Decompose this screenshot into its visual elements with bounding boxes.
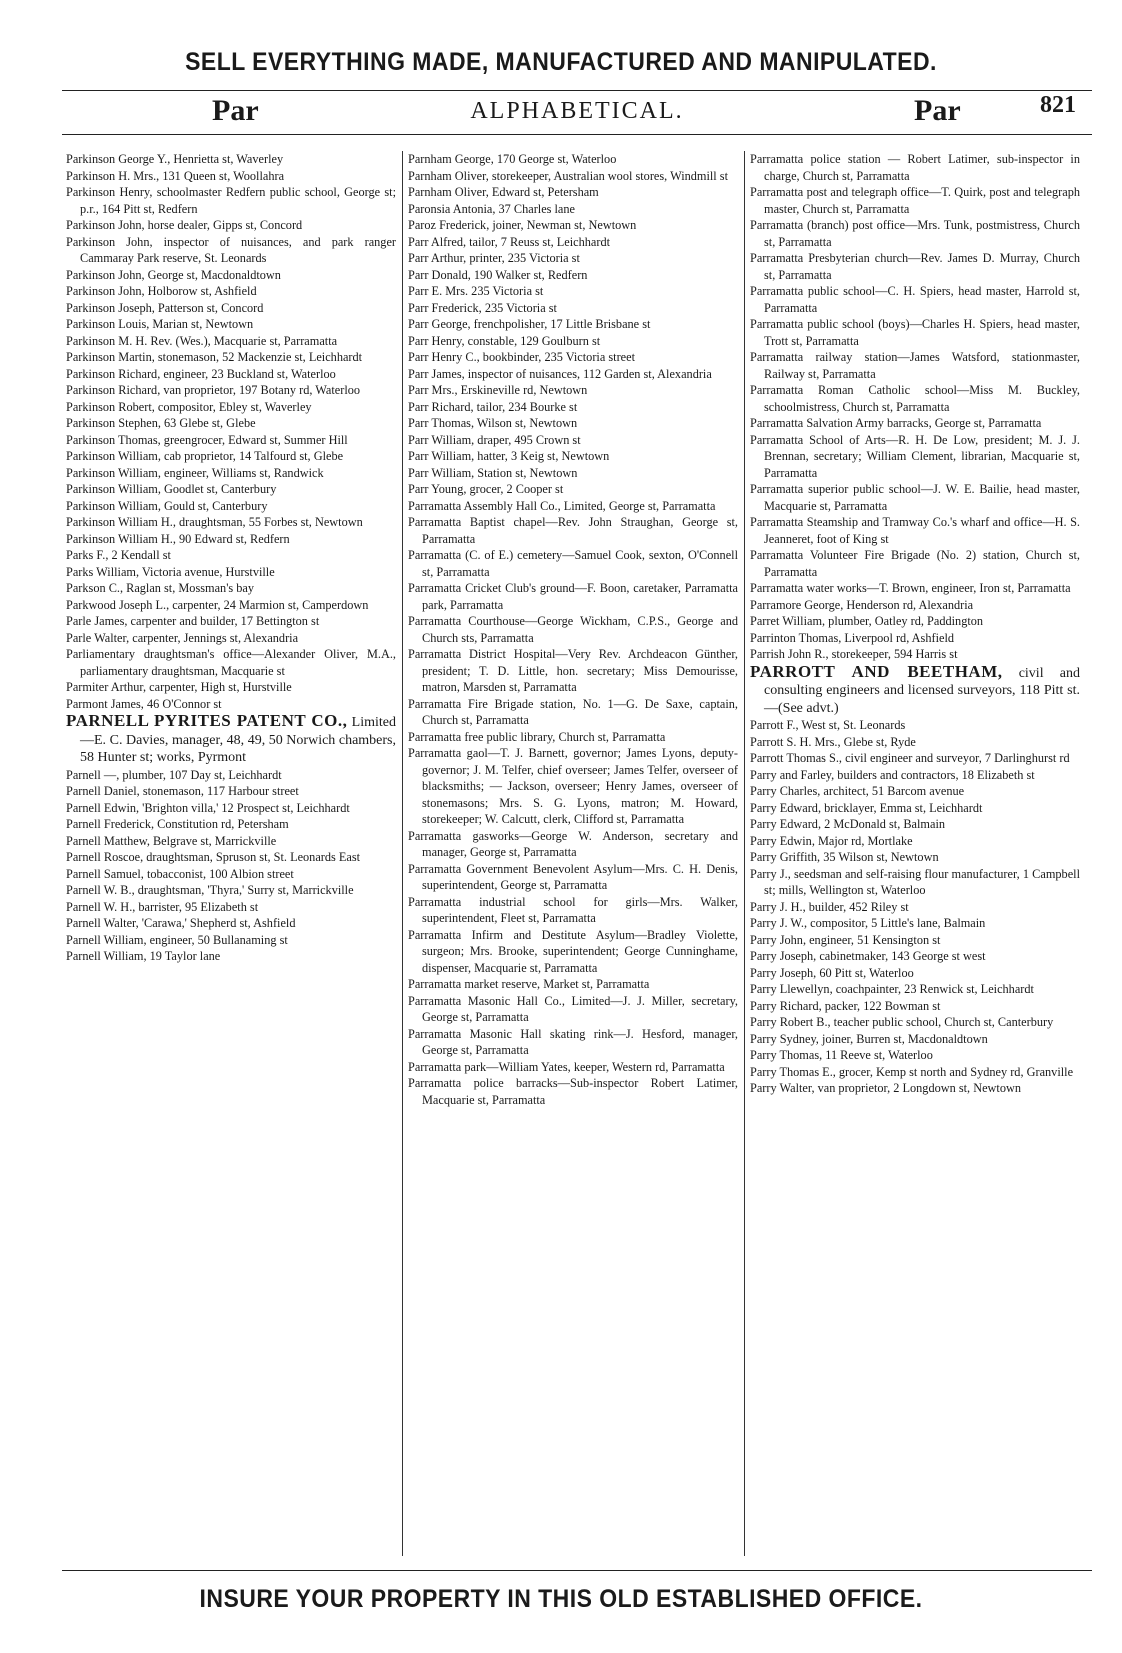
directory-entry xyxy=(408,894,738,927)
directory-entry xyxy=(408,828,738,861)
directory-entry xyxy=(66,630,396,647)
entry-text: Parnell —, plumber, 107 Day st, Leichhardt xyxy=(66,767,282,782)
entry-text: Parry Edward, bricklayer, Emma st, Leichhardt xyxy=(750,800,983,815)
directory-entry xyxy=(750,250,1080,283)
entry-text: Parramatta Assembly Hall Co., Limited, George st, Parramatta xyxy=(408,498,716,513)
entry-text: Parramatta water works—T. Brown, engineer, Iron st, Parramatta xyxy=(750,581,1071,595)
entry-text: Parnell Edwin, 'Brighton villa,' 12 Prospect st, Leichhardt xyxy=(66,800,350,815)
directory-entry xyxy=(66,366,396,383)
directory-entry xyxy=(408,729,738,746)
directory-entry xyxy=(750,184,1080,217)
directory-entry xyxy=(408,580,738,613)
directory-entry xyxy=(66,899,396,916)
directory-entry xyxy=(408,432,738,449)
directory-entry xyxy=(750,151,1080,184)
directory-entry xyxy=(66,679,396,696)
entry-text: Parr Alfred, tailor, 7 Reuss st, Leichhardt xyxy=(408,234,611,249)
entry-text: Parkinson William, Goodlet st, Canterbury xyxy=(66,482,277,496)
directory-entry xyxy=(66,646,396,679)
directory-entry xyxy=(408,861,738,894)
entry-text: Parramatta railway station—James Watsford, stationmaster, Railway st, Parramatta xyxy=(750,350,1080,381)
directory-entry xyxy=(750,1047,1080,1064)
directory-entry xyxy=(408,234,738,251)
directory-entry xyxy=(66,696,396,713)
directory-entry xyxy=(66,866,396,883)
entry-text: Parramatta market reserve, Market st, Parramatta xyxy=(408,977,650,991)
entry-text: Parramatta police barracks—Sub-inspector Robert Latimer, Macquarie st, Parramatta xyxy=(408,1076,738,1107)
directory-entry xyxy=(408,927,738,977)
column-divider xyxy=(744,151,745,1556)
entry-text: Parnell W. B., draughtsman, 'Thyra,' Surry st, Marrickville xyxy=(66,883,354,897)
directory-entry xyxy=(750,734,1080,751)
directory-entry xyxy=(408,168,738,185)
entry-text: Parramatta Courthouse—George Wickham, C.P.S., George and Church sts, Parramatta xyxy=(408,614,738,645)
directory-entry xyxy=(750,866,1080,899)
entry-text: Parry J., seedsman and self-raising flour manufacturer, 1 Campbell st; mills, Wellington st, Waterloo xyxy=(750,866,1080,897)
directory-entry xyxy=(408,514,738,547)
directory-entry xyxy=(66,283,396,300)
directory-entry xyxy=(66,448,396,465)
directory-entry xyxy=(408,646,738,696)
entry-text: Parkinson Louis, Marian st, Newtown xyxy=(66,317,254,331)
directory-entry xyxy=(750,415,1080,432)
entry-text: Paroz Frederick, joiner, Newman st, Newtown xyxy=(408,218,637,232)
entry-text: Parramatta gaol—T. J. Barnett, governor; James Lyons, deputy-governor; J. M. Telfer, chief overseer; James Telfer, overseer of blacksmiths; — Jackson, overseer; Henry James, overseer of stonemasons; Mrs. S. G. Lyons, matron; M. Howard, storekeeper; W. Calcutt, clerk, Clifford st, Parramatta xyxy=(408,746,738,826)
bottom-banner: INSURE YOUR PROPERTY IN THIS OLD ESTABLISHED OFFICE. xyxy=(199,1585,923,1613)
directory-entry xyxy=(750,998,1080,1015)
entry-text: Parret William, plumber, Oatley rd, Paddington xyxy=(750,614,984,628)
entry-text: Parry John, engineer, 51 Kensington st xyxy=(750,932,941,947)
entry-text: Parrish John R., storekeeper, 594 Harris st xyxy=(750,647,958,661)
directory-entry xyxy=(408,184,738,201)
entry-text: Parramatta park—William Yates, keeper, Western rd, Parramatta xyxy=(408,1059,725,1074)
entry-firm-name: PARROTT AND BEETHAM, xyxy=(750,661,1003,681)
entry-firm-name: PARNELL PYRITES PATENT CO., xyxy=(66,711,348,730)
entry-text: Parramatta industrial school for girls—Mrs. Walker, superintendent, Fleet st, Parramatta xyxy=(408,894,738,925)
entry-text: Parramatta Cricket Club's ground—F. Boon, caretaker, Parramatta park, Parramatta xyxy=(408,581,738,612)
directory-entry xyxy=(408,976,738,993)
directory-entry xyxy=(408,498,738,515)
entry-text: Parrott S. H. Mrs., Glebe st, Ryde xyxy=(750,734,916,749)
directory-entry xyxy=(408,382,738,399)
directory-entry xyxy=(408,448,738,465)
entry-text: Parry Edward, 2 McDonald st, Balmain xyxy=(750,817,946,831)
entry-text: Parry Walter, van proprietor, 2 Longdown st, Newtown xyxy=(750,1081,1022,1095)
entry-text: Parkinson John, Holborow st, Ashfield xyxy=(66,284,257,298)
entry-text: Parrott F., West st, St. Leonards xyxy=(750,718,906,732)
entry-text: Parramatta (branch) post office—Mrs. Tunk, postmistress, Church st, Parramatta xyxy=(750,218,1080,249)
entry-text: Parnell William, engineer, 50 Bullanaming st xyxy=(66,932,288,947)
entry-text: Parks William, Victoria avenue, Hurstville xyxy=(66,564,275,579)
entry-text: Parr William, Station st, Newtown xyxy=(408,465,578,480)
directory-entry xyxy=(750,915,1080,932)
entry-text: Parramatta (C. of E.) cemetery—Samuel Cook, sexton, O'Connell st, Parramatta xyxy=(408,548,738,579)
directory-entry xyxy=(408,217,738,234)
entry-text: Parramatta post and telegraph office—T. Quirk, post and telegraph master, Church st, Parramatta xyxy=(750,185,1080,216)
entry-text: Parr William, draper, 495 Crown st xyxy=(408,432,581,447)
directory-entry xyxy=(66,217,396,234)
entry-text: Parr William, hatter, 3 Keig st, Newtown xyxy=(408,449,610,463)
entry-text: Parry Richard, packer, 122 Bowman st xyxy=(750,998,941,1013)
directory-entry xyxy=(408,613,738,646)
entry-text: Parkwood Joseph L., carpenter, 24 Marmion st, Camperdown xyxy=(66,597,369,612)
entry-text: Parle James, carpenter and builder, 17 Bettington st xyxy=(66,614,320,628)
entry-text: Parry Robert B., teacher public school, Church st, Canterbury xyxy=(750,1015,1054,1029)
entry-text: Parry and Farley, builders and contractors, 18 Elizabeth st xyxy=(750,767,1035,782)
entry-text: Parmont James, 46 O'Connor st xyxy=(66,696,222,711)
directory-entry xyxy=(750,382,1080,415)
directory-entry xyxy=(750,800,1080,817)
entry-text: Parkinson H. Mrs., 131 Queen st, Woollahra xyxy=(66,168,285,183)
entry-text: Parramatta Baptist chapel—Rev. John Straughan, George st, Parramatta xyxy=(408,515,738,546)
entry-text: Parnell Matthew, Belgrave st, Marrickville xyxy=(66,833,277,848)
directory-entry xyxy=(408,349,738,366)
directory-entry xyxy=(408,465,738,482)
entry-text: Limited—E. C. Davies, manager, 48, 49, 50 Norwich chambers, 58 Hunter st; works, Pyrmont xyxy=(80,715,396,765)
entry-text: Parry Charles, architect, 51 Barcom avenue xyxy=(750,784,965,798)
directory-entry xyxy=(66,234,396,267)
entry-text: Parnell William, 19 Taylor lane xyxy=(66,949,221,963)
directory-entry xyxy=(408,399,738,416)
entry-text: Parr Young, grocer, 2 Cooper st xyxy=(408,482,564,496)
directory-entry xyxy=(66,712,396,767)
entry-text: Parkinson Richard, engineer, 23 Buckland st, Waterloo xyxy=(66,366,336,381)
directory-entry xyxy=(750,316,1080,349)
entry-text: Parkinson William, engineer, Williams st, Randwick xyxy=(66,465,324,480)
entry-text: Parks F., 2 Kendall st xyxy=(66,548,171,562)
directory-entry xyxy=(750,1031,1080,1048)
entry-text: Parramatta free public library, Church st, Parramatta xyxy=(408,729,666,744)
entry-text: Parr Henry, constable, 129 Goulburn st xyxy=(408,333,601,348)
entry-text: Parramatta Volunteer Fire Brigade (No. 2) station, Church st, Parramatta xyxy=(750,548,1080,579)
directory-entry xyxy=(66,800,396,817)
entry-text: Parry J. W., compositor, 5 Little's lane, Balmain xyxy=(750,916,986,930)
entry-text: Parkinson Joseph, Patterson st, Concord xyxy=(66,300,264,315)
entry-text: Parkinson Stephen, 63 Glebe st, Glebe xyxy=(66,416,256,430)
directory-entry xyxy=(408,415,738,432)
entry-text: Parnell Frederick, Constitution rd, Petersham xyxy=(66,817,289,831)
entry-text: Parry Joseph, cabinetmaker, 143 George st west xyxy=(750,949,986,963)
directory-entry xyxy=(66,514,396,531)
entry-text: Parry J. H., builder, 452 Riley st xyxy=(750,899,909,914)
page-header xyxy=(62,94,1092,132)
directory-entry xyxy=(408,1075,738,1108)
directory-entry xyxy=(750,849,1080,866)
directory-entry xyxy=(750,283,1080,316)
directory-entry xyxy=(408,283,738,300)
entry-text: Parnell W. H., barrister, 95 Elizabeth st xyxy=(66,899,259,914)
directory-entry xyxy=(750,932,1080,949)
directory-entry xyxy=(408,201,738,218)
directory-entry xyxy=(750,613,1080,630)
directory-entry xyxy=(750,349,1080,382)
directory-entry xyxy=(66,849,396,866)
entry-text: Parramatta District Hospital—Very Rev. Archdeacon Günther, president; T. D. Little, hon. secretary; Miss Demourisse, matron, Marsden st, Parramatta xyxy=(408,647,738,694)
entry-text: Parkinson M. H. Rev. (Wes.), Macquarie st, Parramatta xyxy=(66,333,338,348)
directory-entry xyxy=(66,151,396,168)
entry-text: Parliamentary draughtsman's office—Alexander Oliver, M.A., parliamentary draughtsman, Macquarie st xyxy=(66,647,396,678)
directory-entry xyxy=(408,547,738,580)
top-banner: SELL EVERYTHING MADE, MANUFACTURED AND MANIPULATED. xyxy=(185,48,937,76)
directory-entry xyxy=(66,432,396,449)
entry-text: Parr Richard, tailor, 234 Bourke st xyxy=(408,399,578,414)
entry-text: Parnell Walter, 'Carawa,' Shepherd st, Ashfield xyxy=(66,916,296,930)
entry-text: Parramatta public school (boys)—Charles H. Spiers, head master, Trott st, Parramatta xyxy=(750,317,1080,348)
directory-entry xyxy=(750,981,1080,998)
directory-entry xyxy=(66,580,396,597)
directory-entry xyxy=(408,250,738,267)
directory-entry xyxy=(66,564,396,581)
directory-entry xyxy=(66,316,396,333)
entry-text: Parramatta Fire Brigade station, No. 1—G. De Saxe, captain, Church st, Parramatta xyxy=(408,696,738,727)
directory-entry xyxy=(66,597,396,614)
column-divider xyxy=(402,151,403,1556)
column-2 xyxy=(408,151,738,1559)
directory-entry xyxy=(750,948,1080,965)
directory-entry xyxy=(408,316,738,333)
entry-text: Parkinson John, George st, Macdonaldtown xyxy=(66,267,281,282)
directory-entry xyxy=(408,1026,738,1059)
directory-entry xyxy=(750,514,1080,547)
directory-entry xyxy=(750,816,1080,833)
entry-text: Parry Joseph, 60 Pitt st, Waterloo xyxy=(750,965,914,980)
entry-text: Parramatta Infirm and Destitute Asylum—Bradley Violette, surgeon; Mrs. Brooke, superintendent; George Cunninghame, dispenser, Macquarie st, Parramatta xyxy=(408,927,738,975)
entry-text: Parle Walter, carpenter, Jennings st, Alexandria xyxy=(66,630,299,645)
entry-text: Parry Thomas, 11 Reeve st, Waterloo xyxy=(750,1048,933,1062)
entry-text: Parramatta gasworks—George W. Anderson, secretary and manager, George st, Parramatta xyxy=(408,828,738,859)
directory-entry xyxy=(750,767,1080,784)
entry-text: Parrinton Thomas, Liverpool rd, Ashfield xyxy=(750,630,955,645)
entry-text: Parr Henry C., bookbinder, 235 Victoria street xyxy=(408,350,636,364)
entry-text: Parramatta Presbyterian church—Rev. James D. Murray, Church st, Parramatta xyxy=(750,251,1080,282)
entry-text: Parkinson William H., draughtsman, 55 Forbes st, Newtown xyxy=(66,515,363,529)
entry-text: Parramore George, Henderson rd, Alexandria xyxy=(750,597,974,612)
entry-text: Parkinson Robert, compositor, Ebley st, Waverley xyxy=(66,399,312,414)
entry-text: Parnham Oliver, storekeeper, Australian wool stores, Windmill st xyxy=(408,168,729,183)
directory-entry xyxy=(408,267,738,284)
directory-entry xyxy=(66,547,396,564)
directory-entry xyxy=(750,750,1080,767)
directory-entry xyxy=(408,300,738,317)
directory-entry xyxy=(66,184,396,217)
directory-entry xyxy=(66,465,396,482)
directory-entry xyxy=(66,932,396,949)
entry-text: Parmiter Arthur, carpenter, High st, Hurstville xyxy=(66,680,292,694)
header-left-guide: Par xyxy=(212,94,259,127)
entry-text: Parry Llewellyn, coachpainter, 23 Renwick st, Leichhardt xyxy=(750,982,1034,996)
directory-entry xyxy=(66,300,396,317)
directory-entry xyxy=(66,498,396,515)
directory-entry xyxy=(750,630,1080,647)
directory-entry xyxy=(750,1064,1080,1081)
entry-text: Paronsia Antonia, 37 Charles lane xyxy=(408,201,575,216)
entry-text: Parkinson William, cab proprietor, 14 Talfourd st, Glebe xyxy=(66,449,344,463)
directory-entry xyxy=(66,267,396,284)
entry-text: Parkson C., Raglan st, Mossman's bay xyxy=(66,581,255,595)
directory-entry xyxy=(408,333,738,350)
directory-entry xyxy=(66,915,396,932)
entry-text: Parramatta Masonic Hall skating rink—J. Hesford, manager, George st, Parramatta xyxy=(408,1026,738,1057)
entry-text: Parkinson George Y., Henrietta st, Waverley xyxy=(66,152,284,166)
directory-entry xyxy=(66,783,396,800)
footer-rule xyxy=(62,1570,1092,1571)
entry-text: Parramatta Masonic Hall Co., Limited—J. J. Miller, secretary, George st, Parramatta xyxy=(408,993,738,1024)
header-rule-top xyxy=(62,90,1092,91)
entry-text: Parnham George, 170 George st, Waterloo xyxy=(408,152,617,166)
directory-entry xyxy=(66,767,396,784)
entry-text: Parkinson William, Gould st, Canterbury xyxy=(66,498,268,513)
directory-entry xyxy=(66,415,396,432)
directory-entry xyxy=(750,899,1080,916)
directory-columns xyxy=(66,151,1092,1559)
entry-text: civil and consulting engineers and licensed surveyors, 118 Pitt st.—(See advt.) xyxy=(764,665,1080,716)
entry-text: Parkinson Thomas, greengrocer, Edward st, Summer Hill xyxy=(66,432,348,447)
directory-entry xyxy=(408,993,738,1026)
entry-text: Parkinson John, horse dealer, Gipps st, Concord xyxy=(66,218,303,232)
directory-entry xyxy=(66,399,396,416)
directory-entry xyxy=(66,833,396,850)
entry-text: Parramatta Steamship and Tramway Co.'s wharf and office—H. S. Jeanneret, foot of King st xyxy=(750,515,1080,546)
entry-text: Parr Mrs., Erskineville rd, Newtown xyxy=(408,383,588,397)
column-1 xyxy=(66,151,396,1559)
directory-entry xyxy=(408,696,738,729)
column-3 xyxy=(750,151,1080,1559)
directory-entry xyxy=(66,481,396,498)
header-right-guide: Par xyxy=(914,94,961,127)
entry-text: Parkinson William H., 90 Edward st, Redfern xyxy=(66,531,290,546)
directory-entry xyxy=(66,948,396,965)
entry-text: Parry Thomas E., grocer, Kemp st north and Sydney rd, Granville xyxy=(750,1064,1074,1079)
directory-entry xyxy=(750,833,1080,850)
directory-entry xyxy=(66,349,396,366)
entry-text: Parnell Roscoe, draughtsman, Spruson st, St. Leonards East xyxy=(66,850,361,864)
directory-entry xyxy=(750,547,1080,580)
header-title: ALPHABETICAL. xyxy=(470,98,684,124)
directory-entry xyxy=(66,613,396,630)
entry-text: Parr George, frenchpolisher, 17 Little Brisbane st xyxy=(408,317,651,331)
entry-text: Parnham Oliver, Edward st, Petersham xyxy=(408,185,599,199)
directory-entry xyxy=(408,1059,738,1076)
directory-entry xyxy=(408,151,738,168)
directory-entry xyxy=(408,366,738,383)
entry-text: Parr James, inspector of nuisances, 112 Garden st, Alexandria xyxy=(408,366,712,381)
entry-text: Parr Donald, 190 Walker st, Redfern xyxy=(408,267,588,282)
directory-entry xyxy=(408,481,738,498)
entry-text: Parnell Daniel, stonemason, 117 Harbour street xyxy=(66,784,299,798)
entry-text: Parramatta police station — Robert Latimer, sub-inspector in charge, Church st, Parramatta xyxy=(750,152,1080,183)
entry-text: Parkinson John, inspector of nuisances, and park ranger Cammaray Park reserve, St. Leonards xyxy=(66,234,396,265)
entry-text: Parr Frederick, 235 Victoria st xyxy=(408,300,557,315)
header-rule-bottom xyxy=(62,134,1092,135)
directory-entry xyxy=(66,333,396,350)
directory-entry xyxy=(750,717,1080,734)
directory-entry xyxy=(66,168,396,185)
entry-text: Parramatta School of Arts—R. H. De Low, president; M. J. J. Brennan, secretary; William Clement, librarian, Macquarie st, Parramatta xyxy=(750,432,1080,480)
directory-entry xyxy=(750,580,1080,597)
directory-entry xyxy=(66,382,396,399)
entry-text: Parramatta Roman Catholic school—Miss M. Buckley, schoolmistress, Church st, Parramatta xyxy=(750,383,1080,414)
directory-entry xyxy=(66,882,396,899)
directory-entry xyxy=(750,965,1080,982)
directory-entry xyxy=(66,531,396,548)
entry-text: Parramatta public school—C. H. Spiers, head master, Harrold st, Parramatta xyxy=(750,284,1080,315)
directory-entry xyxy=(750,1014,1080,1031)
directory-entry xyxy=(750,217,1080,250)
entry-text: Parry Griffith, 35 Wilson st, Newtown xyxy=(750,850,939,864)
page-number: 821 xyxy=(1040,92,1076,118)
entry-text: Parkinson Richard, van proprietor, 197 Botany rd, Waterloo xyxy=(66,383,361,397)
directory-entry xyxy=(750,432,1080,482)
directory-entry xyxy=(750,783,1080,800)
entry-text: Parr Arthur, printer, 235 Victoria st xyxy=(408,251,580,265)
directory-entry xyxy=(66,816,396,833)
directory-entry xyxy=(750,597,1080,614)
entry-text: Parnell Samuel, tobacconist, 100 Albion street xyxy=(66,866,294,881)
entry-text: Parramatta superior public school—J. W. E. Bailie, head master, Macquarie st, Parramatta xyxy=(750,482,1080,513)
entry-text: Parramatta Government Benevolent Asylum—Mrs. C. H. Denis, superintendent, George st, Parramatta xyxy=(408,861,738,892)
entry-text: Parry Edwin, Major rd, Mortlake xyxy=(750,833,913,848)
entry-text: Parkinson Martin, stonemason, 52 Mackenzie st, Leichhardt xyxy=(66,350,363,364)
directory-entry xyxy=(408,745,738,828)
entry-text: Parry Sydney, joiner, Burren st, Macdonaldtown xyxy=(750,1031,988,1046)
directory-entry xyxy=(750,663,1080,718)
directory-entry xyxy=(750,646,1080,663)
directory-entry xyxy=(750,481,1080,514)
entry-text: Parramatta Salvation Army barracks, George st, Parramatta xyxy=(750,416,1042,430)
entry-text: Parrott Thomas S., civil engineer and surveyor, 7 Darlinghurst rd xyxy=(750,751,1070,765)
directory-entry xyxy=(750,1080,1080,1097)
entry-text: Parr E. Mrs. 235 Victoria st xyxy=(408,284,544,298)
entry-text: Parr Thomas, Wilson st, Newtown xyxy=(408,416,578,430)
entry-text: Parkinson Henry, schoolmaster Redfern public school, George st; p.r., 164 Pitt st, Redfern xyxy=(66,185,396,216)
